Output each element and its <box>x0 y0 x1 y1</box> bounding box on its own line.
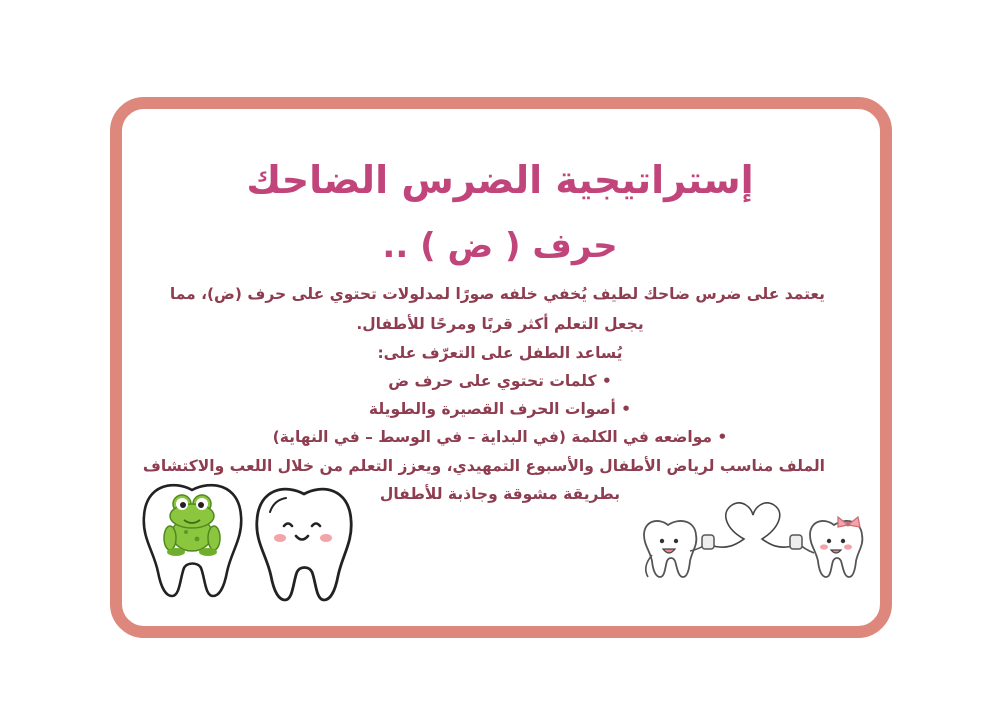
helps-heading: يُساعد الطفل على التعرّف على: <box>377 344 623 362</box>
page-subtitle: حرف ( ض ) .. <box>382 226 618 266</box>
bullet-item-3: • مواضعه في الكلمة (في البداية – في الوسط – في النهاية) <box>272 428 728 446</box>
page-title: إستراتيجية الضرس الضاحك <box>246 158 754 202</box>
description-line-4: بطريقة مشوقة وجاذبة للأطفال <box>379 485 621 503</box>
description-line-1: يعتمد على ضرس ضاحك لطيف يُخفي خلفه صورًا لمدلولات تحتوي على حرف (ض)، مما <box>169 285 825 303</box>
tooth-friends-phone-icon <box>638 495 864 593</box>
description-line-2: يجعل التعلم أكثر قربًا ومرحًا للأطفال. <box>356 315 644 333</box>
bullet-item-2: • أصوات الحرف القصيرة والطويلة <box>368 400 632 418</box>
description-line-3: الملف مناسب لرياض الأطفال والأسبوع التمهيدي، ويعزز التعلم من خلال اللعب والاكتشاف <box>142 457 825 475</box>
bullet-item-1: • كلمات تحتوي على حرف ض <box>388 372 612 390</box>
smiling-tooth-icon <box>254 486 354 604</box>
tooth-with-frog-icon <box>140 482 245 600</box>
